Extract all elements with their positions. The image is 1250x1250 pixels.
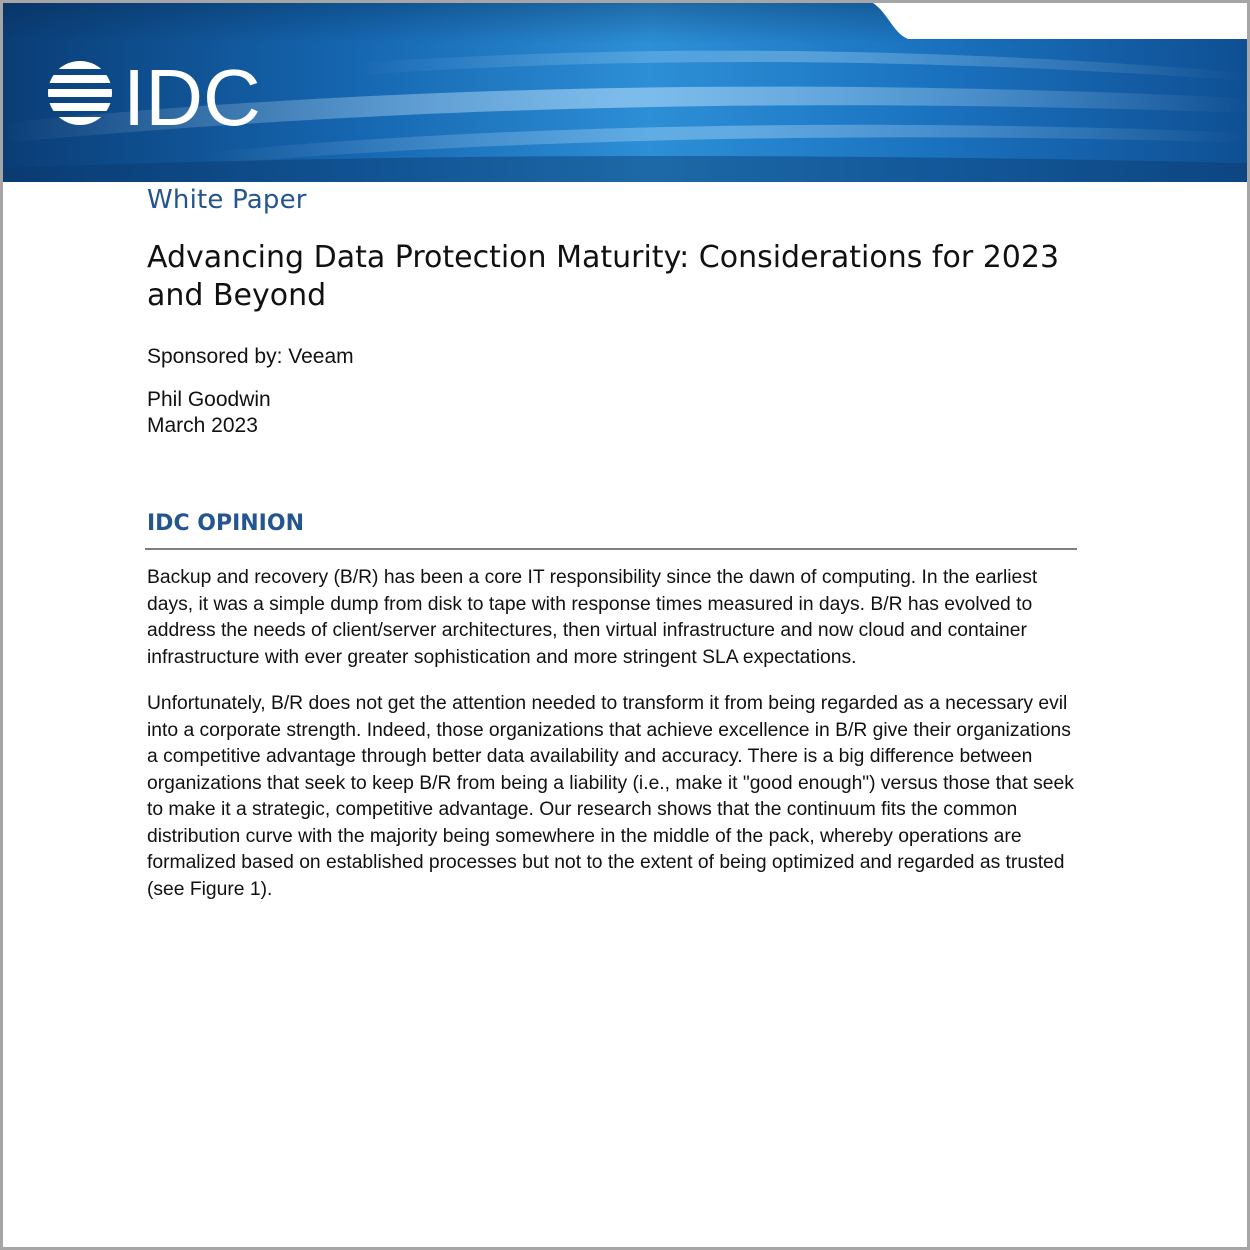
author-name: Phil Goodwin: [147, 388, 271, 411]
section-body: [147, 565, 1082, 923]
document-title: Advancing Data Protection Maturity: Considerations for 2023 and Beyond: [147, 240, 1060, 313]
section-divider: [145, 548, 1077, 550]
logo-wordmark: IDC: [123, 57, 261, 129]
paragraph: Backup and recovery (B/R) has been a core IT responsibility since the dawn of computing. In the earliest days, it was a simple dump from disk to tape with response times measured in days. B/R has evolved to address the needs of client/server architectures, then virtual infrastructure and now cloud and container infrastructure with ever greater sophistication and more stringent SLA expectations.: [147, 567, 1038, 668]
idc-logo: [47, 57, 277, 129]
publication-date: March 2023: [147, 414, 258, 437]
document-type: White Paper: [147, 185, 307, 215]
sponsor-line: Sponsored by: Veeam: [147, 345, 354, 368]
paragraph: Unfortunately, B/R does not get the attention needed to transform it from being regarded as a necessary evil into a corporate strength. Indeed, those organizations that achieve excellence in B/R give their organizations a competitive advantage through better data availability and accuracy. There is a big difference between organizations that seek to keep B/R from being a liability (i.e., make it "good enough") versus those that seek to make it a strategic, competitive advantage. Our research shows that the continuum fits the common distribution curve with the majority being somewhere in the middle of the pack, whereby operations are formalized based on established processes but not to the extent of being optimized and regarded as trusted (see Figure 1).: [147, 693, 1074, 900]
header-banner: [3, 3, 1247, 182]
author-block: [147, 387, 271, 439]
globe-icon: [47, 61, 117, 125]
section-heading: IDC OPINION: [147, 511, 304, 536]
